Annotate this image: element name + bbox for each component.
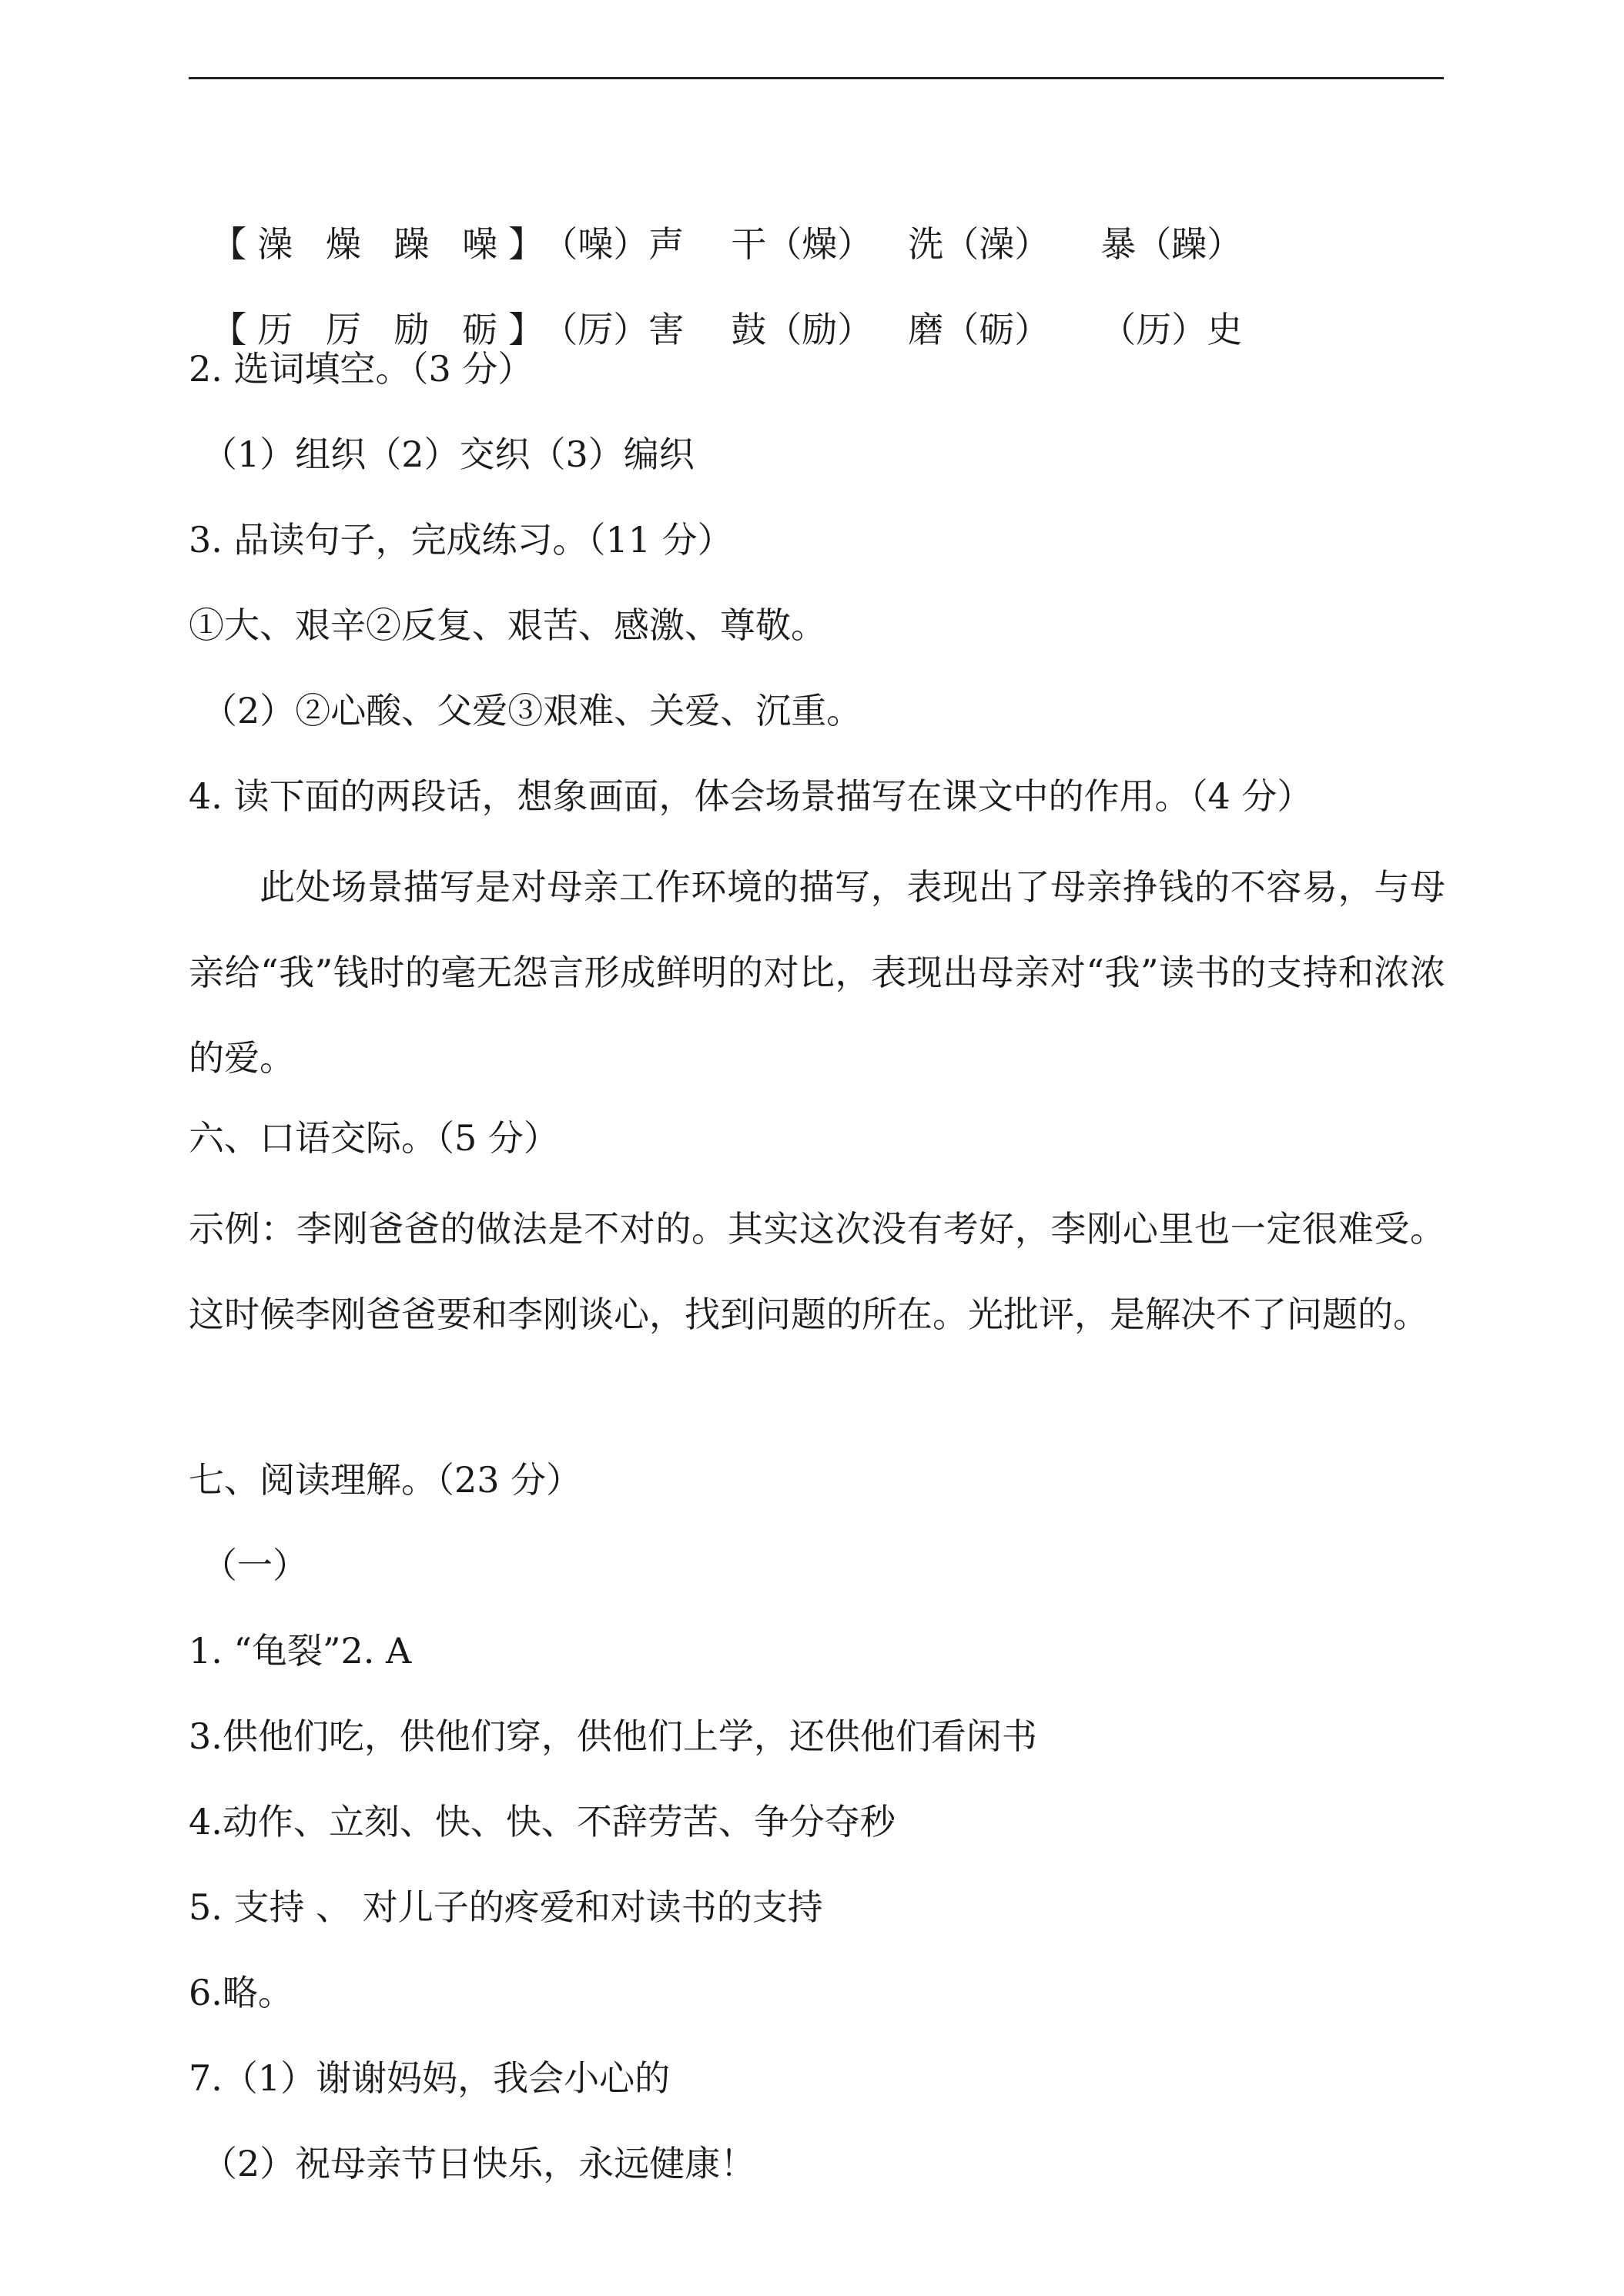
answer-line: 4.动作、立刻、快、快、不辞劳苦、争分夺秒: [189, 1801, 896, 1842]
answer-line: （2）祝母亲节日快乐，永远健康！: [202, 2143, 756, 2184]
section-title: 六、口语交际。（5 分）: [189, 1117, 559, 1159]
char-group-answer: （噪）声: [542, 223, 685, 265]
answer-paragraph: 此处场景描写是对母亲工作环境的描写，表现出了母亲挣钱的不容易，与母亲给“我”钱时的毫无怨言形成鲜明的对比，表现出母亲对“我”读书的支持和浓浓的爱。: [189, 866, 1445, 1079]
char-group-answer: 洗（澡）: [908, 223, 1050, 265]
char-group-answer: 干（燥）: [731, 223, 873, 265]
answer-line: （1）组织（2）交织（3）编织: [202, 433, 695, 475]
char-group-answer: （历）史: [1100, 309, 1243, 350]
answer-line: 1. “龟裂”2. A: [189, 1630, 412, 1672]
char-group-answer: 磨（砺）: [908, 309, 1050, 350]
question-title: 4. 读下面的两段话，想象画面，体会场景描写在课文中的作用。（4 分）: [189, 775, 1313, 817]
answer-line: 3.供他们吃，供他们穿，供他们上学，还供他们看闲书: [189, 1715, 1037, 1757]
question-title: 3. 品读句子，完成练习。（11 分）: [189, 519, 733, 561]
char-group-answer: （厉）害: [542, 309, 685, 350]
char-group-row: [189, 175, 1293, 265]
char-group-row: [189, 260, 1293, 350]
subsection-label: （一）: [202, 1545, 308, 1586]
answer-line: ①大、艰辛②反复、艰苦、感激、尊敬。: [189, 604, 826, 646]
answer-line: 5. 支持 、 对儿子的疼爱和对读书的支持: [189, 1886, 823, 1928]
char-group-answer: 暴（躁）: [1100, 223, 1243, 265]
question-title: 2. 选词填空。（3 分）: [189, 348, 534, 390]
answer-line: （2）②心酸、父爱③艰难、关爱、沉重。: [202, 690, 862, 731]
char-group-answer: 鼓（励）: [731, 309, 873, 350]
header-rule: [189, 77, 1444, 79]
answer-line: 6.略。: [189, 1972, 293, 2013]
answer-line: 7.（1）谢谢妈妈，我会小心的: [189, 2057, 671, 2099]
section-title: 七、阅读理解。（23 分）: [189, 1459, 582, 1501]
answer-paragraph: 示例：李刚爸爸的做法是不对的。其实这次没有考好，李刚心里也一定很难受。这时候李刚爸爸要和李刚谈心，找到问题的所在。光批评，是解决不了问题的。: [189, 1208, 1445, 1335]
char-group-heading: 【澡 燥 躁 噪】: [211, 223, 555, 265]
char-group-heading: 【历 厉 励 砺】: [211, 309, 555, 350]
